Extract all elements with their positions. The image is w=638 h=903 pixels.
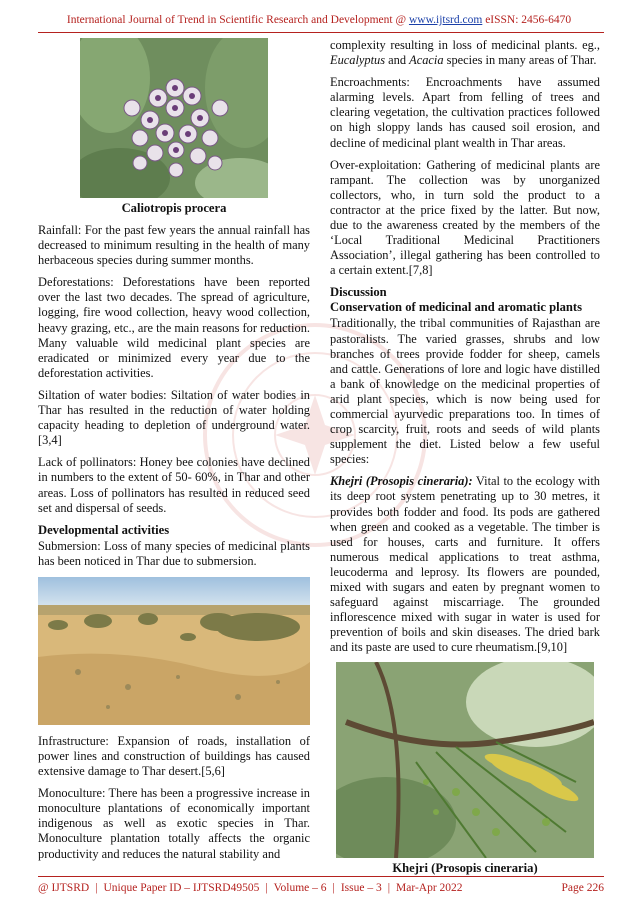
paragraph-monoculture: Monoculture: There has been a progressive increase in monoculture plantations of economically important indigenous as well as exotic species in Thar. Monoculture plantation totally affects the organic productivity and reduces the natural stability and <box>38 786 310 861</box>
species-acacia: Acacia <box>409 53 444 68</box>
text-span: complexity resulting in loss of medicinal plants. eg., <box>330 38 600 52</box>
paragraph-pollinators: Lack of pollinators: Honey bee colonies have declined in numbers to the extent of 50- 60%, in Thar and other areas. Loss of pollinators has resulted in reduced seed set and dispersal of seeds. <box>38 455 310 515</box>
footer-separator: | <box>332 882 335 894</box>
calotropis-photo <box>80 38 268 198</box>
footer-issue: Issue – 3 <box>340 882 382 894</box>
khejri-label: Khejri (Prosopis cineraria): <box>330 474 473 489</box>
footer-separator: | <box>265 882 268 894</box>
caption-scientific-name: Prosopis cineraria <box>435 861 534 876</box>
footer-separator: | <box>387 882 391 894</box>
heading-developmental-activities: Developmental activities <box>38 522 170 537</box>
text-span: and <box>385 53 410 68</box>
caption-paren: ) <box>533 861 538 876</box>
species-eucalyptus: Eucalyptus <box>330 53 386 68</box>
footer-separator: | <box>95 882 98 894</box>
heading-conservation: Conservation of medicinal and aromatic plants <box>330 300 582 315</box>
paragraph-encroachments: Encroachments: Encroachments have assumed alarming levels. Apart from felling of trees and clearing vegetation, the cultivation practices followed on high sloppy lands has caused soil erosion, and decline of medicinal plant wealth in Thar areas. <box>330 75 600 150</box>
thar-desert-photo <box>38 577 310 725</box>
paragraph-monoculture-continued <box>330 38 600 68</box>
paragraph-submersion: Submersion: Loss of many species of medicinal plants has been noticed in Thar due to submersion. <box>38 538 310 568</box>
footer-rule <box>38 876 604 877</box>
footer-paper-id: Unique Paper ID – IJTSRD49505 <box>103 882 260 894</box>
journal-site-link[interactable]: www.ijtsrd.com <box>408 14 483 26</box>
left-column <box>38 38 310 869</box>
paragraph-khejri <box>330 474 600 655</box>
footer-publisher: @ IJTSRD <box>38 882 90 894</box>
text-span: species in many areas of Thar. <box>443 53 597 68</box>
running-footer <box>38 882 604 894</box>
footer-volume: Volume – 6 <box>273 882 327 894</box>
footer-date: Mar-Apr 2022 <box>396 882 463 894</box>
figure-caption-calotropis: Caliotropis procera <box>121 201 227 215</box>
paragraph-siltation: Siltation of water bodies: Siltation of water bodies in Thar has resulted in the reduction of water holding capacity heading to depletion of underground water.[3,4] <box>38 387 310 448</box>
khejri-tree-photo <box>336 662 594 858</box>
journal-name: International Journal of Trend in Scientific Research and Development @ <box>66 14 409 26</box>
caption-paren: ( <box>428 861 436 876</box>
paragraph-deforestation: Deforestations: Deforestations have been reported over the last two decades. The spread of agriculture, logging, fire wood collection, heavy wood collection, heavy grazing, etc., are the main reasons for reduction. Many valuable wild medicinal plant species are eradicated or minimized every year due to the deforestation activities. <box>38 275 310 380</box>
paragraph-traditionally: Traditionally, the tribal communities of Rajasthan are pastoralists. The varied grasses, shrubs and low branches of trees provide fodder for sheep, camels and cattle. Generations of lore and logic have distilled a bank of knowledge on the medicinal properties of arid plant species, which is now being used for commercial ayurvedic preparations too. In times of crop scarcity, fruit, roots and seeds of wild plants supplement the diet. Listed below a few useful species: <box>330 316 600 467</box>
journal-issn: eISSN: 2456-6470 <box>482 14 572 26</box>
figure-caption-khejri <box>330 861 600 876</box>
header-rule <box>38 32 604 33</box>
right-column <box>330 38 600 883</box>
running-header <box>0 14 638 26</box>
footer-left <box>38 882 463 894</box>
caption-common-name: Khejri <box>392 861 429 876</box>
paragraph-rainfall: Rainfall: For the past few years the annual rainfall has decreased to minimum resulting in the health of many herbaceous species during summer months. <box>38 223 310 268</box>
heading-discussion: Discussion <box>330 285 387 300</box>
footer-page-number: Page 226 <box>561 882 604 894</box>
paragraph-infrastructure: Infrastructure: Expansion of roads, installation of power lines and construction of buildings has caused extensive damage to Thar desert.[5,6] <box>38 733 310 779</box>
paragraph-over-exploitation: Over-exploitation: Gathering of medicinal plants are rampant. The collection was by unorganized collectors, who, in turn sold the product to a contractor at the price fixed by the latter. But now, due to the awareness created by the members of the ‘Local Traditional Medicinal Practitioners Association’, illegal gathering has been controlled to a certain extent.[7,8] <box>330 157 600 278</box>
khejri-text: Vital to the ecology with its deep root system penetrating up to 30 metres, it provides both fodder and food. Its pods are gathered when green and cooked as a vegetable. The timber is used for houses, carts and furniture. It offers numerous medical applications to treat asthma, leucoderma and leprosy. Its flowers are pounded, mixed with sugars and eaten by pregnant women to safeguard against miscarriage. The grounded inflorescence mixed with sugar in water is used for prevention of boils and skin diseases. The dried bark and its paste are used to cure rheumatism.[9,10] <box>330 474 601 655</box>
